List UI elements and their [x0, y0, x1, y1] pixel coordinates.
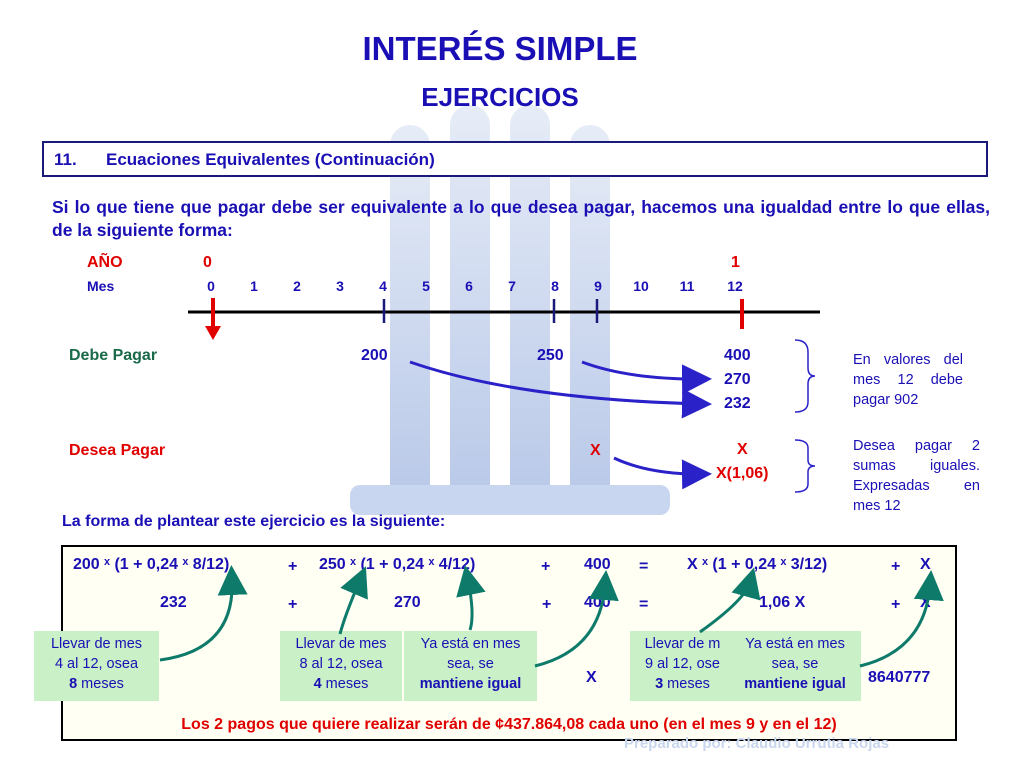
forma-text: La forma de plantear este ejercicio es la siguiente:: [62, 513, 446, 530]
debe-232: 232: [724, 395, 751, 412]
teal-arrow-1: [160, 580, 232, 660]
section-number: 11.: [54, 150, 77, 169]
note-box-200-line1: Llevar de mes: [50, 636, 143, 652]
arrow-250-to-270: [582, 362, 706, 379]
debe-note: En valores del mes 12 debe pagar 902: [853, 352, 963, 408]
red-arrow-head: [205, 326, 221, 340]
teal-arrow-2: [340, 580, 360, 634]
mes-label: Mes: [87, 278, 115, 294]
eq1-plus2: +: [541, 558, 551, 575]
desea-note: Desea pagar 2 sumas iguales. Expresadas en mes 12: [853, 438, 980, 514]
note-box-x9-num: 3: [655, 676, 664, 692]
month-label: 2: [293, 278, 301, 294]
brace-debe: [795, 340, 815, 412]
footer-credit: Preparado por: Claudio Urrutia Rojas: [624, 735, 890, 752]
desea-x1: X: [590, 442, 601, 459]
eq2-b: 270: [394, 594, 421, 611]
month-label: 12: [727, 278, 743, 294]
note-box-x12-line2: sea, se: [771, 656, 819, 672]
debe-270: 270: [724, 371, 751, 388]
eq1-e: X: [920, 556, 931, 573]
month-label: 6: [465, 278, 473, 294]
note-box-400-line3: mantiene igual: [419, 676, 522, 692]
teal-arrow-6: [860, 585, 930, 666]
note-box-200-unit: meses: [77, 676, 124, 692]
month-label: 4: [379, 278, 387, 294]
note-box-x9-line1: Llevar de m: [644, 636, 721, 652]
eq2-a: 232: [160, 594, 187, 611]
teal-arrow-3: [468, 580, 472, 630]
teal-arrow-5: [700, 582, 750, 632]
note-box-200-line2: 4 al 12, osea: [54, 656, 139, 672]
note-box-250-num: 4: [313, 676, 322, 692]
debe-400: 400: [724, 347, 751, 364]
eq2-plus1: +: [288, 596, 298, 613]
month-label: 5: [422, 278, 430, 294]
page-title: INTERÉS SIMPLE: [362, 30, 638, 67]
desea-x2: X: [737, 441, 748, 458]
anio-0: 0: [203, 254, 212, 271]
eq2-d: 1,06 X: [759, 594, 806, 611]
intro-text: Si lo que tiene que pagar debe ser equivalente a lo que desea pagar, hacemos una igualdad entre lo que ellas, de la siguiente forma:: [52, 197, 990, 240]
teal-arrow-4: [535, 585, 605, 666]
note-box-250-unit: meses: [321, 676, 369, 692]
note-box-x12-line1: Ya está en mes: [745, 636, 845, 652]
month-label: 1: [250, 278, 258, 294]
month-label: 9: [594, 278, 602, 294]
conclusion-text: Los 2 pagos que quiere realizar serán de ¢437.864,08 cada uno (en el mes 9 y en el 12): [181, 716, 837, 733]
note-box-x9-unit: meses: [663, 676, 710, 692]
brace-desea: [795, 440, 815, 492]
note-box-400-line1: Ya está en mes: [420, 636, 521, 652]
anio-1: 1: [731, 254, 740, 271]
arrow-x-to-x106: [614, 458, 706, 474]
note-box-x9-line2: 9 al 12, ose: [645, 656, 720, 672]
note-box-250-line2: 8 al 12, osea: [299, 656, 383, 672]
note-box-200-num: 8: [69, 676, 78, 692]
eq1-equals: =: [639, 558, 649, 575]
month-label: 0: [207, 278, 215, 294]
eq2-plus2: +: [542, 596, 552, 613]
eq1-plus1: +: [288, 558, 298, 575]
eq1-a: 200 ˣ (1 + 0,24 ˣ 8/12): [73, 556, 230, 573]
anio-label: AÑO: [87, 254, 123, 271]
month-label: 11: [679, 278, 695, 294]
note-box-250-line1: Llevar de mes: [295, 636, 387, 652]
month-label: 8: [551, 278, 559, 294]
eq2-equals: =: [639, 596, 649, 613]
eq2-plus3: +: [891, 596, 901, 613]
month-label: 3: [336, 278, 344, 294]
eq2-e: X: [920, 594, 931, 611]
debe-200: 200: [361, 347, 388, 364]
eq2-c: 400: [584, 594, 611, 611]
debe-250: 250: [537, 347, 564, 364]
page-subtitle: EJERCICIOS: [421, 82, 579, 112]
note-box-400-line2: sea, se: [447, 656, 494, 672]
month-label: 7: [508, 278, 516, 294]
eq-x-mid: X: [586, 669, 597, 686]
eq1-d: X ˣ (1 + 0,24 ˣ 3/12): [687, 556, 828, 573]
eq1-c: 400: [584, 556, 611, 573]
section-label: Ecuaciones Equivalentes (Continuación): [106, 150, 435, 169]
debe-label: Debe Pagar: [69, 347, 158, 364]
note-box-x12-line3: mantiene igual: [744, 676, 846, 692]
month-label: 10: [633, 278, 649, 294]
eq-result: 8640777: [868, 669, 931, 686]
desea-label: Desea Pagar: [69, 442, 166, 459]
desea-x106: X(1,06): [716, 465, 769, 482]
arrow-200-to-232: [410, 362, 706, 404]
eq1-b: 250 ˣ (1 + 0,24 ˣ 4/12): [319, 556, 476, 573]
eq1-plus3: +: [891, 558, 901, 575]
